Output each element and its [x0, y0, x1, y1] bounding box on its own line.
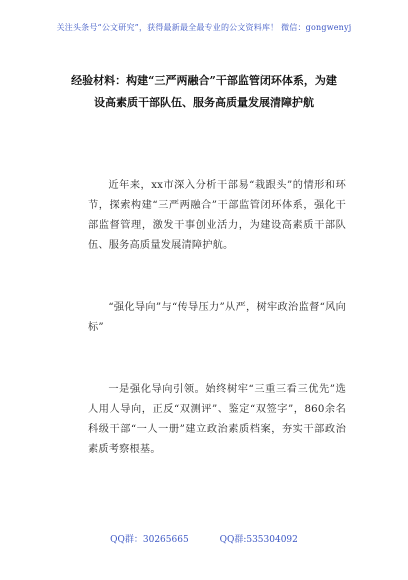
footer-qq-group-2: QQ群:535304092 — [219, 535, 298, 545]
footer-qq-group-1: QQ群：30265665 — [110, 535, 189, 545]
footer-contact — [0, 532, 408, 545]
paragraph-guidance: 一是强化导向引领。始终树牢“三重三看三优先”选人用人导向，正反“双测评”、鉴定“双签字”，860余名科级干部“一人一册”建立政治素质档案，夯实干部政治素质考察根基。 — [88, 384, 346, 455]
paragraph-section-heading: “强化导向”与“传导压力”从严，树牢政治监督“风向标” — [88, 302, 346, 333]
title-line-2: 设高素质干部队伍、服务高质量发展清障护航 — [94, 96, 314, 109]
document-title — [52, 70, 356, 114]
title-line-1: 经验材料：构建“三严两融合”干部监管闭环体系，为建 — [71, 74, 337, 87]
paragraph-intro: 近年来，xx市深入分析干部易“栽跟头”的情形和环节，探索构建“三严两融合”干部监管闭环体系，强化干部监督管理，激发干事创业活力，为建设高素质干部队伍、服务高质量发展清障护航。 — [88, 180, 346, 251]
header-banner: 关注头条号“公文研究”，获得最新最全最专业的公文资料库！ 微信：gongwenyj — [56, 23, 352, 32]
